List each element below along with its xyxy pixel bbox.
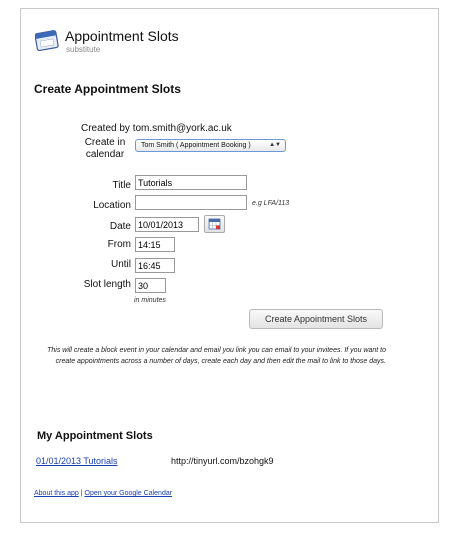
calendar-label: Create in calendar [84, 137, 126, 160]
created-by-text: Created by tom.smith@york.ac.uk [81, 123, 232, 134]
title-label: Title [112, 180, 131, 191]
slot-length-input[interactable] [135, 278, 166, 293]
calendar-select[interactable] [135, 139, 286, 152]
calendar-logo-icon [35, 29, 59, 51]
slot-length-hint: in minutes [134, 297, 166, 304]
select-arrows-icon: ▲▼ [269, 142, 281, 148]
create-heading: Create Appointment Slots [34, 82, 181, 96]
footer-separator: | [80, 490, 83, 497]
app-frame [20, 8, 439, 523]
app-subtitle: substitute [66, 45, 101, 54]
date-label: Date [109, 221, 131, 232]
location-label: Location [93, 200, 131, 211]
slot-length-label: Slot length [83, 279, 131, 290]
from-input[interactable] [135, 237, 175, 252]
title-input[interactable] [135, 175, 247, 190]
date-input[interactable] [135, 217, 199, 232]
create-slots-button[interactable]: Create Appointment Slots [249, 309, 383, 329]
calendar-select-value: Tom Smith ( Appointment Booking ) [141, 142, 251, 149]
until-input[interactable] [135, 258, 175, 273]
calendar-icon [205, 216, 224, 232]
app-title: Appointment Slots [65, 28, 179, 44]
slot-link[interactable]: 01/01/2013 Tutorials [36, 456, 118, 466]
about-app-link[interactable]: About this app [34, 490, 79, 497]
footer [34, 490, 172, 497]
date-picker-button[interactable] [204, 215, 225, 233]
location-hint: e.g LFA/113 [252, 200, 290, 207]
slot-url: http://tinyurl.com/bzohgk9 [171, 456, 274, 466]
location-input[interactable] [135, 195, 247, 210]
info-text: This will create a block event in your calendar and email you link you can email to your invitees. If you want to create appointments across a number of days, create each day and then edit the mail to link to those days. [47, 347, 386, 365]
my-slots-heading: My Appointment Slots [37, 430, 153, 442]
until-label: Until [110, 259, 131, 270]
from-label: From [107, 239, 131, 250]
open-calendar-link[interactable]: Open your Google Calendar [84, 490, 173, 497]
